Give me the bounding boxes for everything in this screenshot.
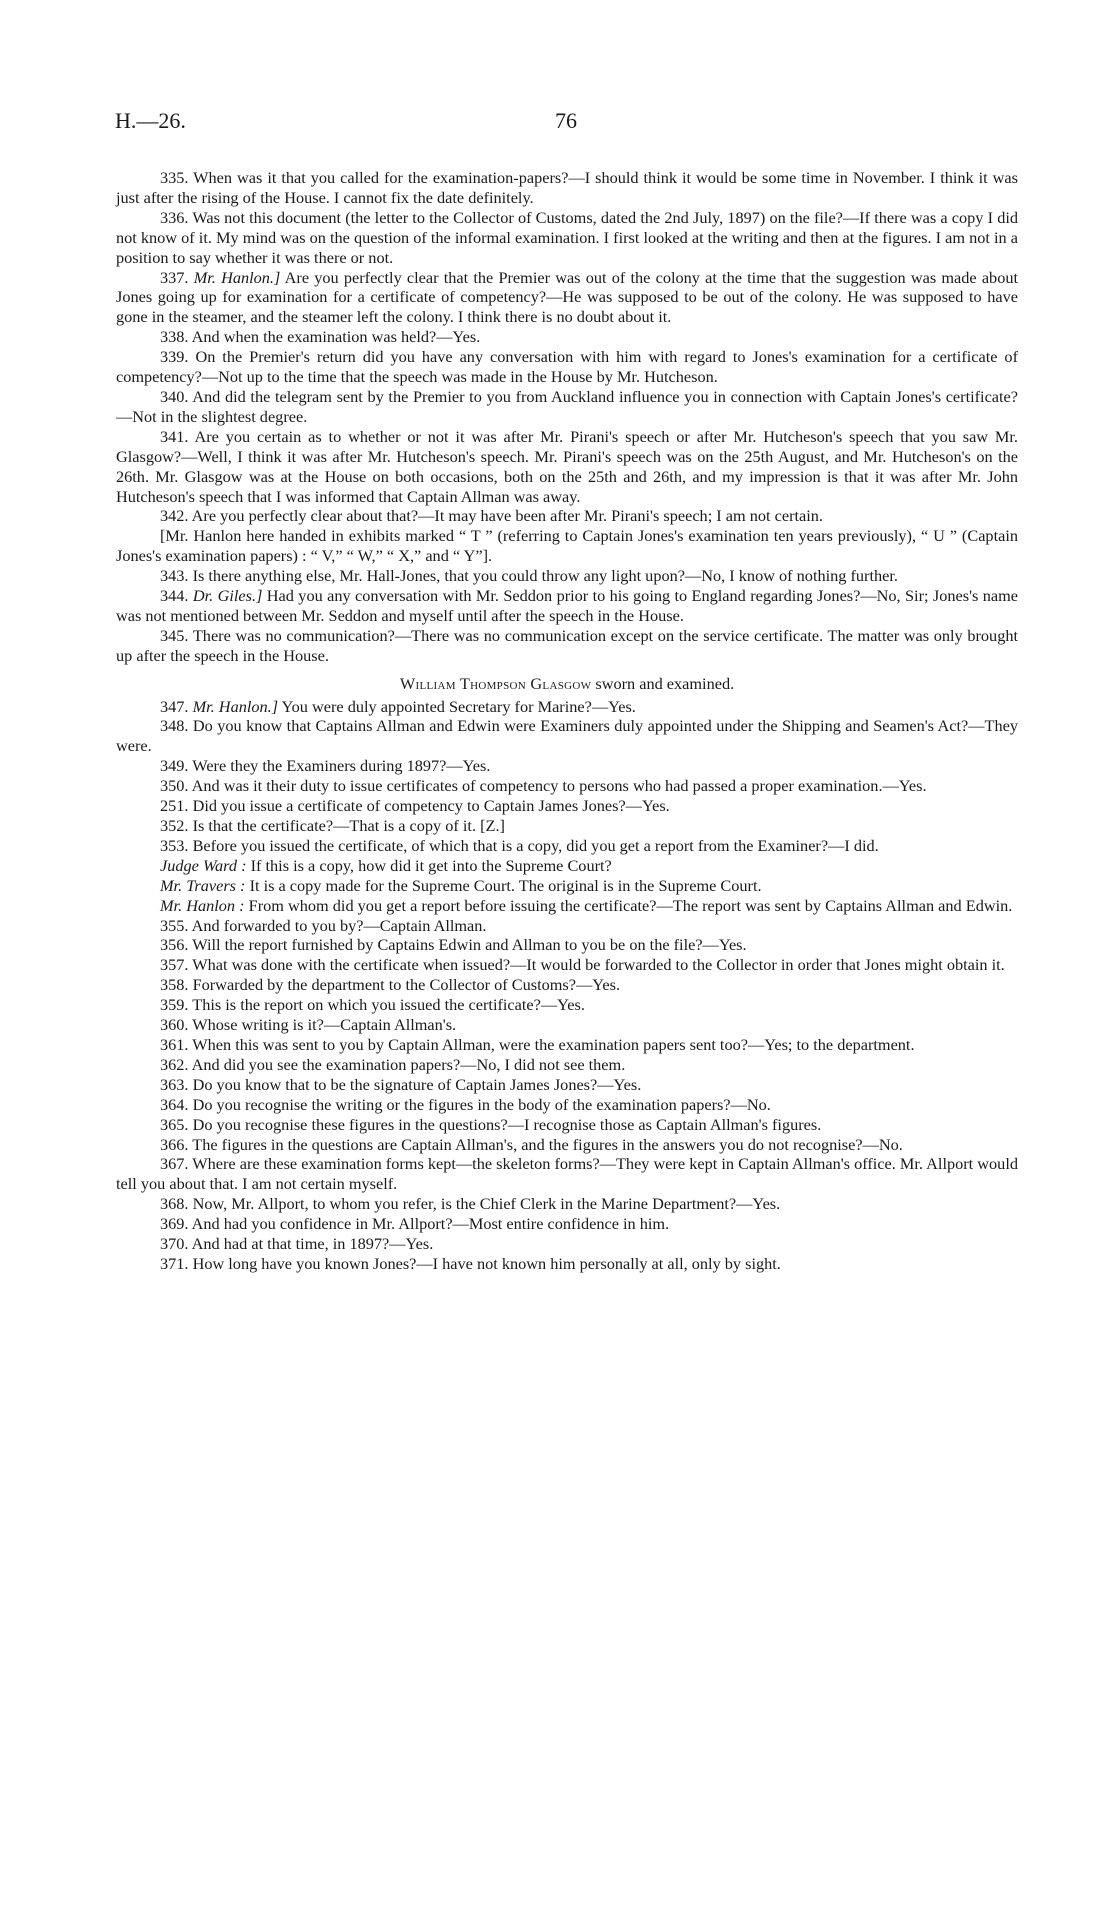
speaker-name: Mr. Hanlon.]	[193, 267, 281, 287]
testimony-paragraph: 358. Forwarded by the department to the Collector of Customs?—Yes.	[160, 975, 621, 995]
question-number: 337.	[160, 267, 189, 287]
testimony-paragraph: 345. There was no communication?—There was no communication except on the service certificate. The matter was only brought up after the speech in the House.	[116, 625, 1018, 665]
testimony-paragraph: 342. Are you perfectly clear about that?—It may have been after Mr. Pirani's speech; I am not certain.	[160, 506, 823, 526]
testimony-paragraph: 368. Now, Mr. Allport, to whom you refer, is the Chief Clerk in the Marine Department?—Yes.	[160, 1194, 781, 1214]
testimony-paragraph: 355. And forwarded to you by?—Captain Allman.	[160, 915, 487, 935]
witness-heading	[116, 674, 1018, 694]
minutes-of-evidence	[116, 168, 1018, 1274]
testimony-paragraph: 370. And had at that time, in 1897?—Yes.	[160, 1234, 434, 1254]
testimony-paragraph: 343. Is there anything else, Mr. Hall-Jones, that you could throw any light upon?—No, I know of nothing further.	[160, 566, 898, 586]
witness-name: William Thompson Glasgow	[399, 673, 592, 693]
testimony-text: Had you any conversation with Mr. Seddon prior to his going to England regarding Jones?—No, Sir; Jones's name was not mentioned between Mr. Seddon and myself until after the speech in the House.	[116, 586, 1018, 625]
testimony-paragraph: 341. Are you certain as to whether or not it was after Mr. Pirani's speech or after Mr. Hutcheson's speech that you saw Mr. Glasgow?—Well, I think it was after Mr. Hutcheson's speech. Mr. Pirani's speech was on the 25th August, and Mr. Hutcheson's on the 26th. Mr. Glasgow was at the House on both occasions, both on the 25th and 26th, and my impression is that it was after Mr. John Hutcheson's speech that I was informed that Captain Allman was away.	[116, 426, 1018, 506]
testimony-text: From whom did you get a report before issuing the certificate?—The report was sent by Captains Allman and Edwin.	[248, 895, 1013, 915]
testimony-paragraph: 352. Is that the certificate?—That is a copy of it. [Z.]	[160, 816, 505, 835]
testimony-paragraph: 367. Where are these examination forms kept—the skeleton forms?—They were kept in Captain Allman's office. Mr. Allport would tell you about that. I am not certain myself.	[116, 1154, 1018, 1194]
exhibits-note: [Mr. Hanlon here handed in exhibits marked “ T ” (referring to Captain Jones's examination ten years previously), “ U ” (Captain Jones's examination papers) : “ V,” “ W,” “ X,” and “ Y”].	[116, 526, 1018, 566]
testimony-paragraph: 361. When this was sent to you by Captain Allman, were the examination papers sent too?—Yes; to the department.	[160, 1034, 915, 1054]
question-number: 344.	[160, 586, 189, 606]
testimony-paragraph: 365. Do you recognise these figures in the questions?—I recognise those as Captain Allman's figures.	[160, 1114, 822, 1134]
testimony-paragraph: 366. The figures in the questions are Captain Allman's, and the figures in the answers you do not recognise?—No.	[160, 1134, 903, 1154]
question-number: 347.	[160, 696, 189, 716]
testimony-paragraph	[116, 268, 1018, 328]
testimony-paragraph: 359. This is the report on which you issued the certificate?—Yes.	[160, 995, 585, 1015]
testimony-paragraph: 349. Were they the Examiners during 1897?—Yes.	[160, 756, 491, 776]
testimony-paragraph: 360. Whose writing is it?—Captain Allman's.	[160, 1015, 457, 1035]
testimony-paragraph: 348. Do you know that Captains Allman and Edwin were Examiners duly appointed under the Shipping and Seamen's Act?—They were.	[116, 716, 1018, 756]
testimony-paragraph: 336. Was not this document (the letter to the Collector of Customs, dated the 2nd July, 1897) on the file?—If there was a copy I did not know of it. My mind was on the question of the informal examination. I first looked at the writing and then at the figures. I am not in a position to say whether it was there or not.	[116, 207, 1018, 267]
testimony-paragraph: 353. Before you issued the certificate, of which that is a copy, did you get a report from the Examiner?—I did.	[160, 835, 879, 855]
page-number: 76	[555, 108, 577, 133]
testimony-paragraph	[116, 876, 1018, 896]
witness-heading-text: sworn and examined.	[595, 673, 735, 693]
page-header	[115, 108, 985, 140]
testimony-paragraph: 357. What was done with the certificate when issued?—It would be forwarded to the Collector in order that Jones might obtain it.	[160, 955, 1005, 975]
testimony-paragraph	[116, 697, 1018, 717]
speaker-name: Mr. Hanlon.]	[192, 696, 279, 716]
testimony-paragraph: 335. When was it that you called for the examination-papers?—I should think it would be some time in November. I think it was just after the rising of the House. I cannot fix the date definitely.	[116, 168, 1018, 207]
testimony-text: You were duly appointed Secretary for Marine?—Yes.	[281, 696, 636, 716]
testimony-paragraph: 364. Do you recognise the writing or the figures in the body of the examination papers?—No.	[160, 1094, 771, 1114]
speaker-name: Mr. Hanlon :	[160, 895, 245, 915]
testimony-text: Are you perfectly clear that the Premier was out of the colony at the time that the suggestion was made about Jones going up for examination for a certificate of competency?—He was supposed to be out of the colony. He was supposed to have gone in the steamer, and the steamer left the colony. I think there is no doubt about it.	[116, 267, 1018, 327]
testimony-paragraph: 356. Will the report furnished by Captains Edwin and Allman to you be on the file?—Yes.	[160, 935, 747, 955]
testimony-paragraph: 338. And when the examination was held?—Yes.	[160, 327, 481, 347]
testimony-paragraph	[116, 856, 1018, 876]
testimony-paragraph: 369. And had you confidence in Mr. Allport?—Most entire confidence in him.	[160, 1214, 670, 1234]
speaker-name: Judge Ward :	[160, 855, 247, 875]
testimony-paragraph: 339. On the Premier's return did you have any conversation with him with regard to Jones's examination for a certificate of competency?—Not up to the time that the speech was made in the House by Mr. Hutcheson.	[116, 347, 1018, 387]
testimony-text: If this is a copy, how did it get into the Supreme Court?	[250, 855, 612, 875]
testimony-paragraph: 340. And did the telegram sent by the Premier to you from Auckland influence you in connection with Captain Jones's certificate?—Not in the slightest degree.	[116, 386, 1018, 426]
testimony-paragraph: 350. And was it their duty to issue certificates of competency to persons who had passed a proper examination.—Yes.	[160, 776, 927, 796]
testimony-paragraph: 363. Do you know that to be the signature of Captain James Jones?—Yes.	[160, 1074, 642, 1094]
document-reference: H.—26.	[115, 108, 186, 133]
testimony-paragraph: 371. How long have you known Jones?—I have not known him personally at all, only by sight.	[160, 1253, 781, 1273]
testimony-paragraph: 251. Did you issue a certificate of competency to Captain James Jones?—Yes.	[160, 796, 670, 816]
speaker-name: Dr. Giles.]	[192, 586, 263, 606]
testimony-paragraph: 362. And did you see the examination papers?—No, I did not see them.	[160, 1054, 626, 1074]
testimony-text: It is a copy made for the Supreme Court. The original is in the Supreme Court.	[249, 875, 762, 895]
testimony-paragraph	[116, 896, 1018, 916]
speaker-name: Mr. Travers :	[160, 875, 246, 895]
testimony-paragraph	[116, 586, 1018, 626]
